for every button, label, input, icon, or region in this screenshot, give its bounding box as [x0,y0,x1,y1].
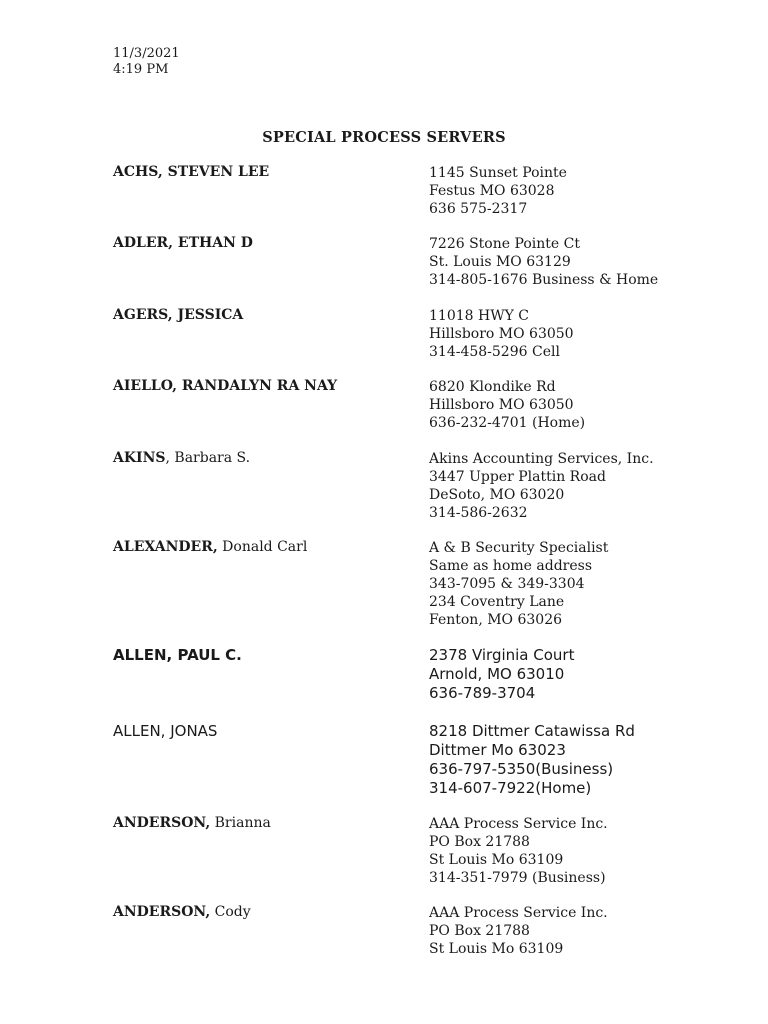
server-name [113,904,251,920]
server-last-name: ADLER, ETHAN D [113,235,253,251]
server-name [113,539,307,555]
address-line: 636-232-4701 (Home) [429,415,586,431]
server-first-name: Cody [210,904,251,920]
address-line: Fenton, MO 63026 [429,612,563,628]
address-line: 7226 Stone Pointe Ct [429,236,580,252]
server-address [429,450,654,522]
server-first-name: Brianna [210,815,271,831]
server-last-name: AIELLO, RANDALYN RA NAY [113,378,338,394]
server-address [429,539,608,629]
server-address [429,235,658,289]
address-line: 636-797-5350(Business) [429,760,614,778]
print-date: 11/3/2021 [113,46,180,61]
address-line: A & B Security Specialist [429,540,609,556]
server-address [429,904,608,958]
address-line: AAA Process Service Inc. [429,816,608,832]
address-line: 636-789-3704 [429,684,536,702]
address-line: 314-607-7922(Home) [429,779,592,797]
server-name [113,235,253,251]
address-line: 314-586-2632 [429,505,528,521]
server-name [113,450,250,466]
address-line: 343-7095 & 349-3304 [429,576,585,592]
address-line: 2378 Virginia Court [429,646,575,664]
address-line: 234 Coventry Lane [429,594,565,610]
server-last-name: ALLEN, PAUL C. [113,646,242,664]
server-address [429,307,574,361]
server-address [429,722,635,798]
server-address [429,164,567,218]
server-name [113,722,217,740]
address-line: DeSoto, MO 63020 [429,487,565,503]
address-line: Dittmer Mo 63023 [429,741,566,759]
server-address [429,815,608,887]
address-line: 6820 Klondike Rd [429,379,556,395]
server-last-name: AGERS, JESSICA [113,307,244,323]
server-first-name: , Barbara S. [165,450,251,466]
address-line: St Louis Mo 63109 [429,852,564,868]
server-first-name: Donald Carl [217,539,308,555]
address-line: AAA Process Service Inc. [429,905,608,921]
address-line: Hillsboro MO 63050 [429,326,574,342]
address-line: Akins Accounting Services, Inc. [429,451,654,467]
server-last-name: ANDERSON, [113,904,211,920]
address-line: 1145 Sunset Pointe [429,165,567,181]
document-title: SPECIAL PROCESS SERVERS [262,129,506,146]
server-address [429,378,585,432]
server-last-name: ACHS, STEVEN LEE [113,164,270,180]
server-name [113,646,242,664]
server-last-name: ALEXANDER, [113,539,218,555]
server-name [113,815,271,831]
address-line: PO Box 21788 [429,923,530,939]
address-line: 11018 HWY C [429,308,529,324]
address-line: 314-458-5296 Cell [429,344,560,360]
server-name [113,307,243,323]
address-line: PO Box 21788 [429,834,530,850]
address-line: Same as home address [429,558,593,574]
address-line: 3447 Upper Plattin Road [429,469,606,485]
print-timestamp [113,46,180,78]
server-last-name: AKINS [113,450,166,466]
address-line: Hillsboro MO 63050 [429,397,574,413]
address-line: Arnold, MO 63010 [429,665,565,683]
address-line: St. Louis MO 63129 [429,254,571,270]
server-last-name: ALLEN, JONAS [113,722,218,740]
address-line: St Louis Mo 63109 [429,941,564,957]
server-name [113,164,269,180]
address-line: 8218 Dittmer Catawissa Rd [429,722,635,740]
server-address [429,646,574,703]
address-line: 314-805-1676 Business & Home [429,272,659,288]
address-line: 314-351-7979 (Business) [429,870,606,886]
server-name [113,378,337,394]
address-line: 636 575-2317 [429,201,528,217]
print-time: 4:19 PM [113,62,169,77]
server-last-name: ANDERSON, [113,815,211,831]
address-line: Festus MO 63028 [429,183,555,199]
